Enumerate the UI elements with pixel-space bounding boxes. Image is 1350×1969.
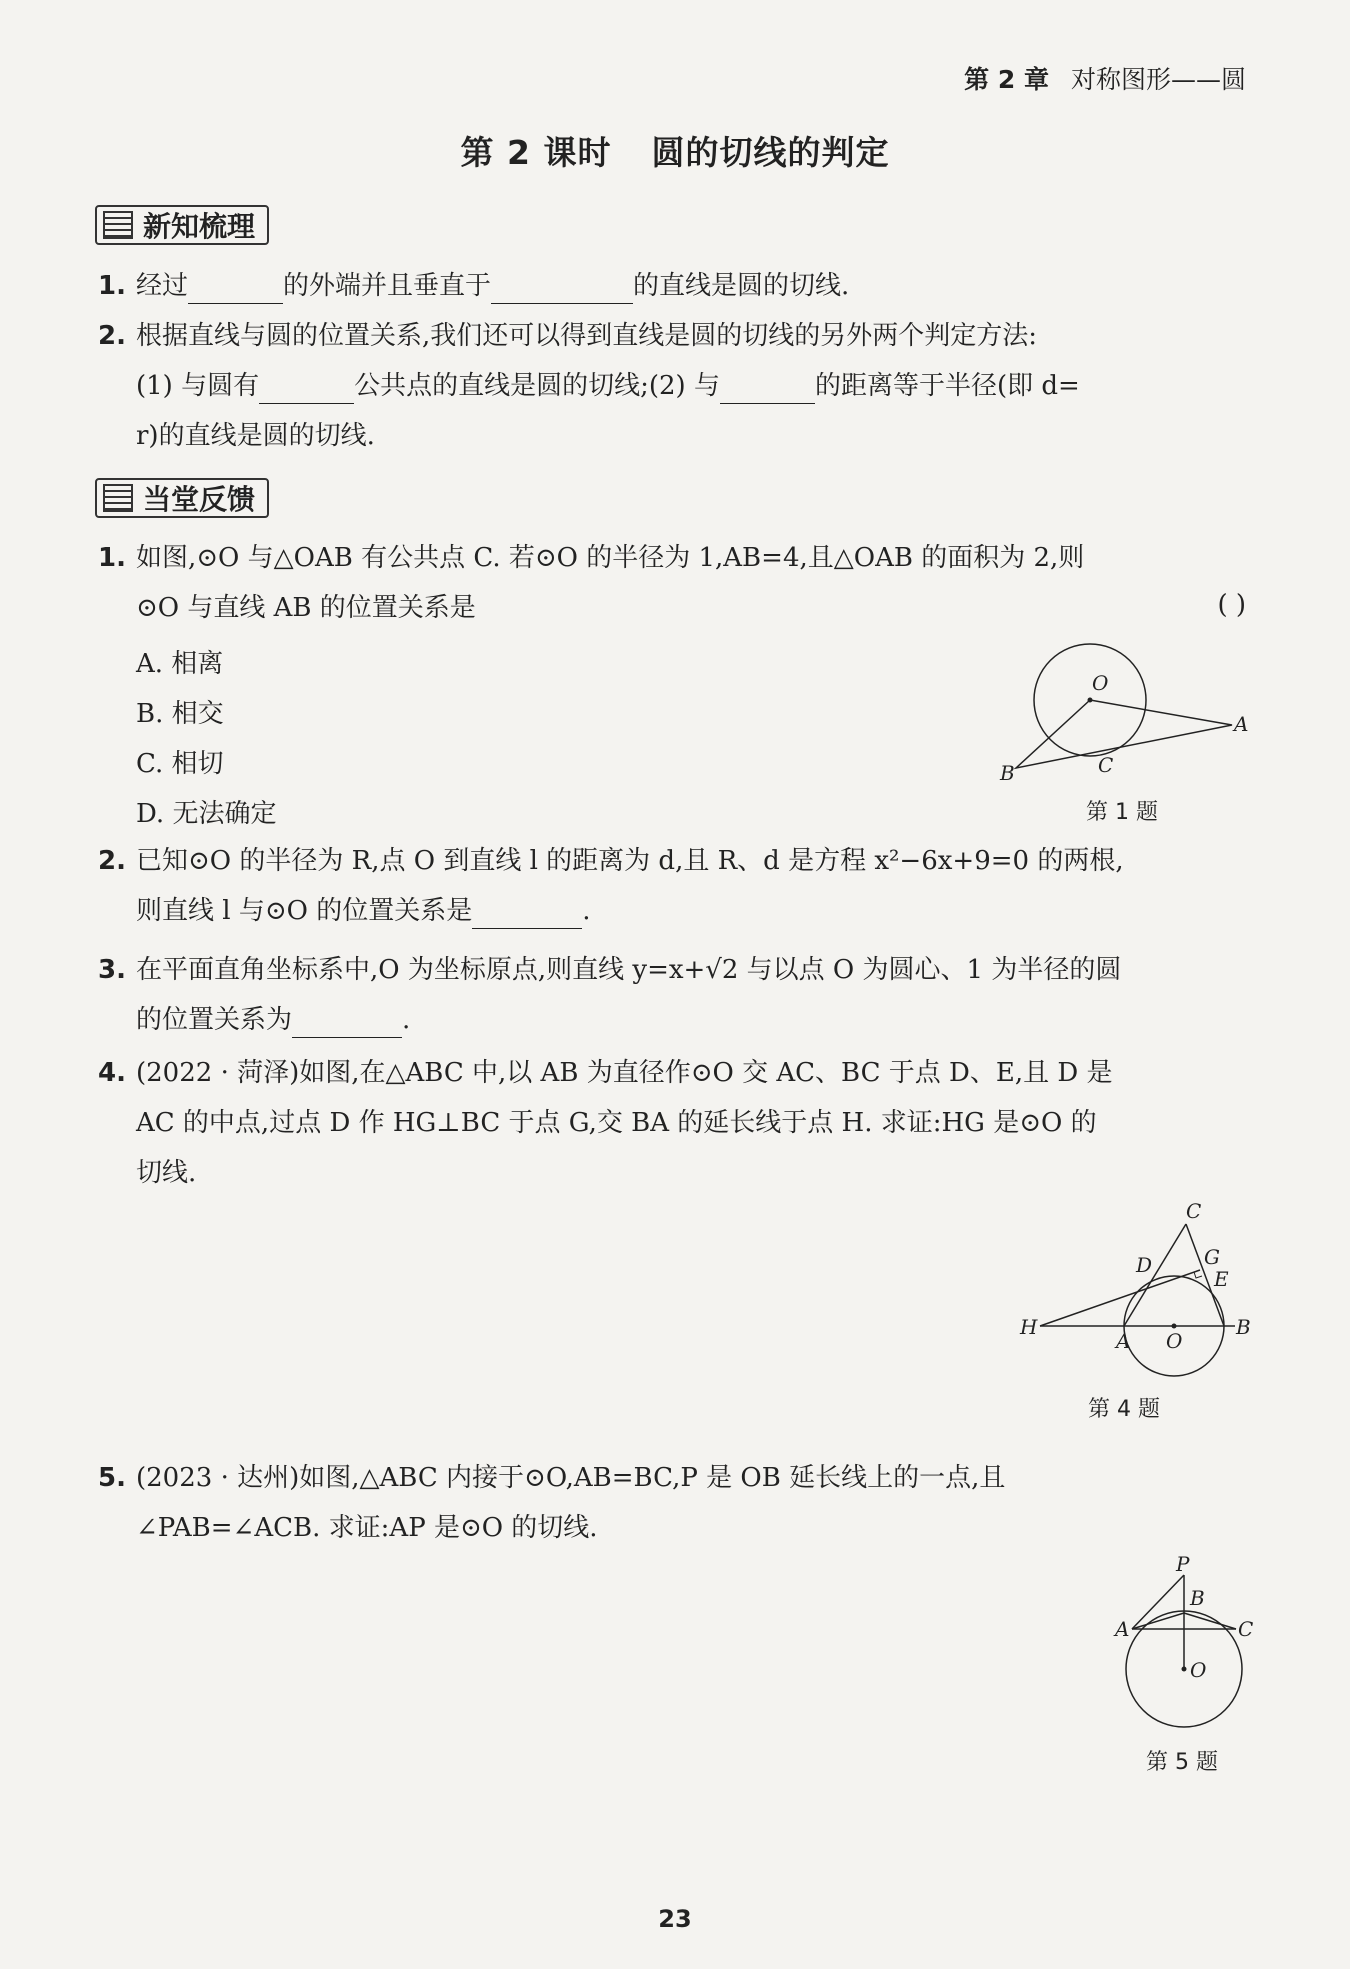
text: ∠PAB=∠ACB. 求证:AP 是⊙O 的切线. — [136, 1513, 598, 1543]
item-number: 1. — [98, 543, 126, 573]
text: . — [402, 1005, 411, 1035]
label-d: D — [1136, 1253, 1153, 1277]
label-g: G — [1204, 1245, 1220, 1269]
text: 则直线 l 与⊙O 的位置关系是 — [136, 896, 473, 926]
figure-4-caption: 第 4 题 — [1088, 1397, 1160, 1422]
label-a: A — [1116, 1329, 1131, 1353]
question-4 — [98, 1055, 1248, 1091]
item-number: 3. — [98, 955, 126, 985]
item-number: 5. — [98, 1463, 126, 1493]
fill-blank[interactable] — [259, 377, 354, 404]
question-4-line3 — [136, 1155, 1286, 1191]
label-e: E — [1214, 1267, 1229, 1291]
text: 的外端并且垂直于 — [283, 271, 492, 301]
option-d[interactable]: D. 无法确定 — [136, 799, 277, 829]
figure-5-caption: 第 5 题 — [1146, 1750, 1218, 1775]
lesson-number: 第 2 课时 — [460, 133, 612, 172]
knowledge-item-2-line3 — [136, 418, 1286, 454]
label-h: H — [1020, 1315, 1038, 1339]
question-1-line2 — [136, 590, 1286, 626]
label-c: C — [1098, 753, 1114, 777]
question-2-line2 — [136, 893, 1286, 929]
question-3 — [98, 952, 1248, 988]
figure-4 — [1010, 1200, 1250, 1370]
text: 已知⊙O 的半径为 R,点 O 到直线 l 的距离为 d,且 R、d 是方程 x²−6x+9=0 的两根, — [136, 846, 1124, 876]
text: 公共点的直线是圆的切线;(2) 与 — [354, 371, 720, 401]
text: (2023 · 达州)如图,△ABC 内接于⊙O,AB=BC,P 是 OB 延长线上的一点,且 — [136, 1463, 1006, 1493]
figure-1 — [1000, 640, 1260, 790]
item-number: 2. — [98, 846, 126, 876]
label-a: A — [1115, 1617, 1130, 1641]
text: (2022 · 菏泽)如图,在△ABC 中,以 AB 为直径作⊙O 交 AC、BC 于点 D、E,且 D 是 — [136, 1058, 1113, 1088]
question-1 — [98, 540, 1248, 576]
option-a[interactable]: A. 相离 — [136, 649, 224, 679]
text: 如图,⊙O 与△OAB 有公共点 C. 若⊙O 的半径为 1,AB=4,且△OAB 的面积为 2,则 — [136, 543, 1085, 573]
answer-paren[interactable]: ( ) — [1217, 590, 1246, 620]
item-number: 4. — [98, 1058, 126, 1088]
text: (1) 与圆有 — [136, 371, 260, 401]
text: 的位置关系为 — [136, 1005, 293, 1035]
text: r)的直线是圆的切线. — [136, 421, 375, 451]
running-header — [964, 60, 1246, 96]
option-b[interactable]: B. 相交 — [136, 699, 224, 729]
section-new-knowledge — [95, 205, 269, 245]
text: AC 的中点,过点 D 作 HG⊥BC 于点 G,交 BA 的延长线于点 H. 求证:HG 是⊙O 的 — [136, 1108, 1097, 1138]
text: 的直线是圆的切线. — [633, 271, 850, 301]
text: . — [582, 896, 591, 926]
text: 经过 — [136, 271, 189, 301]
text: ⊙O 与直线 AB 的位置关系是 — [136, 593, 476, 623]
fill-blank[interactable] — [720, 377, 815, 404]
chapter-topic: 对称图形——圆 — [1070, 65, 1246, 94]
question-5 — [98, 1460, 1248, 1496]
lesson-name: 圆的切线的判定 — [651, 133, 890, 172]
label-b: B — [1236, 1315, 1251, 1339]
question-2 — [98, 843, 1248, 879]
section-feedback — [95, 478, 269, 518]
text: 根据直线与圆的位置关系,我们还可以得到直线是圆的切线的另外两个判定方法: — [136, 321, 1038, 351]
label-a: A — [1234, 712, 1249, 736]
fill-blank[interactable] — [491, 277, 633, 304]
knowledge-item-2-line2 — [136, 368, 1286, 404]
section-label: 新知梳理 — [143, 210, 256, 243]
label-p: P — [1176, 1552, 1190, 1576]
lesson-title — [0, 127, 1350, 174]
chapter-label: 第 2 章 — [964, 65, 1049, 94]
option-c[interactable]: C. 相切 — [136, 749, 224, 779]
question-5-line2 — [136, 1510, 1286, 1546]
pencil-icon — [103, 484, 133, 512]
text: 在平面直角坐标系中,O 为坐标原点,则直线 y=x+√2 与以点 O 为圆心、1 为半径的圆 — [136, 955, 1122, 985]
text: 切线. — [136, 1158, 197, 1188]
book-icon — [103, 211, 133, 239]
label-o: O — [1190, 1658, 1207, 1682]
fill-blank[interactable] — [472, 902, 582, 929]
question-4-line2 — [136, 1105, 1286, 1141]
figure-1-caption: 第 1 题 — [1086, 800, 1158, 825]
item-number: 2. — [98, 321, 126, 351]
label-o: O — [1092, 671, 1109, 695]
figure-5 — [1110, 1552, 1270, 1745]
question-3-line2 — [136, 1002, 1286, 1038]
item-number: 1. — [98, 271, 126, 301]
fill-blank[interactable] — [292, 1011, 402, 1038]
knowledge-item-2 — [98, 318, 1248, 354]
knowledge-item-1 — [98, 268, 1248, 304]
label-c: C — [1186, 1199, 1202, 1223]
page-number: 23 — [658, 1905, 692, 1933]
label-c: C — [1238, 1617, 1254, 1641]
label-b: B — [1190, 1586, 1205, 1610]
label-o: O — [1166, 1329, 1183, 1353]
label-b: B — [1000, 761, 1015, 785]
fill-blank[interactable] — [188, 277, 283, 304]
text: 的距离等于半径(即 d= — [814, 371, 1080, 401]
section-label: 当堂反馈 — [143, 483, 256, 516]
